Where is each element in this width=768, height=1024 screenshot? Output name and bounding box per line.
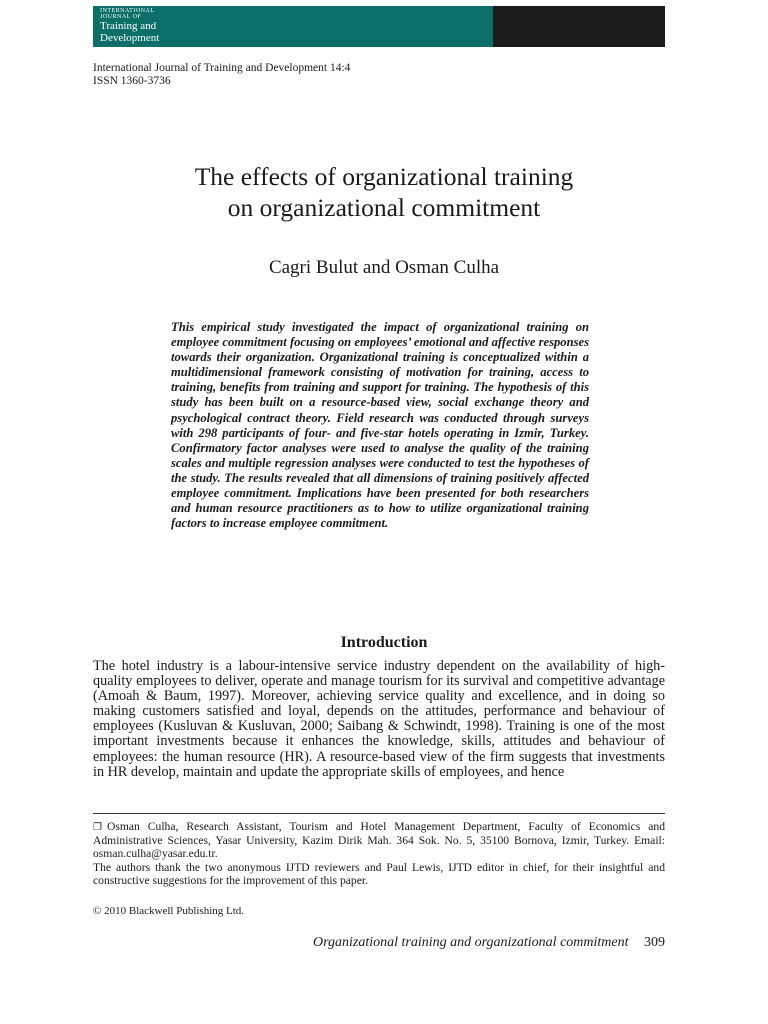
author-note-text: Osman Culha, Research Assistant, Tourism and Hotel Management Department, Faculty of Economics and Administrative Sciences, Yasar University, Kazim Dirik Mah. 364 Sok. No. 5, 35100 Bornova, Izmir, Turkey. Email: osman.culha@yasar.edu.tr. bbox=[93, 820, 665, 861]
author-footnote bbox=[93, 820, 665, 861]
journal-citation: International Journal of Training and Development 14:4 bbox=[93, 62, 351, 74]
copyright: © 2010 Blackwell Publishing Ltd. bbox=[93, 905, 245, 917]
banner-dark-block bbox=[493, 6, 665, 47]
logo-line-3: Training and bbox=[100, 20, 157, 32]
journal-info bbox=[93, 62, 350, 88]
title-line-1: The effects of organizational training bbox=[194, 162, 574, 191]
journal-logo bbox=[93, 6, 493, 47]
acknowledgement-footnote: The authors thank the two anonymous IJTD reviewers and Paul Lewis, IJTD editor in chief, for their insightful and constructive suggestions for the improvement of this paper. bbox=[93, 860, 665, 887]
logo-line-2: JOURNAL OF bbox=[100, 14, 142, 20]
journal-issn: ISSN 1360-3736 bbox=[93, 75, 171, 87]
introduction-paragraph: The hotel industry is a labour-intensive service industry dependent on the availability of high-quality employees to deliver, operate and manage tourism for its survival and competitive advantage (Amoah & Baum, 1997). Moreover, achieving service quality and excellence, and in doing so making customers satisfied and loyal, depends on the attitudes, performance and behaviour of employees (Kusluvan & Kusluvan, 2000; Saibang & Schwindt, 1998). Training is one of the most important investments because it enhances the knowledge, skills, attitudes and behaviour of employees: the human resource (HR). A resource-based view of the firm suggests that investments in HR develop, maintain and update the appropriate skills of employees, and hence bbox=[93, 658, 665, 780]
title-line-2: on organizational commitment bbox=[227, 193, 541, 222]
logo-line-4: Development bbox=[100, 32, 160, 44]
logo-line-1: INTERNATIONAL bbox=[100, 8, 155, 14]
section-heading-introduction: Introduction bbox=[340, 634, 428, 651]
footnotes bbox=[93, 820, 665, 887]
running-footer bbox=[313, 935, 665, 951]
footnote-divider bbox=[93, 813, 665, 814]
article-authors: Cagri Bulut and Osman Culha bbox=[268, 257, 500, 278]
abstract: This empirical study investigated the impact of organizational training on employee commitment focusing on employees’ emotional and affective responses towards their organization. Organizational training is conceptualized within a multidimensional framework consisting of motivation for training, access to training, benefits from training and support for training. The hypothesis of this study has been built on a resource-based view, social exchange theory and psychological contract theory. Field research was conducted through surveys with 298 participants of four- and five-star hotels operating in Izmir, Turkey. Confirmatory factor analyses were used to analyse the quality of the training scales and multiple regression analyses were conducted to test the hypotheses of the study. The results revealed that all dimensions of training positively affected employee commitment. Implications have been presented for both researchers and human resource practitioners as to how to utilize organizational training factors to increase employee commitment. bbox=[171, 320, 589, 531]
running-title: Organizational training and organizational commitment bbox=[312, 935, 629, 950]
page-number: 309 bbox=[644, 935, 665, 950]
journal-banner bbox=[93, 6, 665, 47]
box-icon: ❐ bbox=[93, 822, 102, 833]
article-title bbox=[0, 161, 768, 223]
